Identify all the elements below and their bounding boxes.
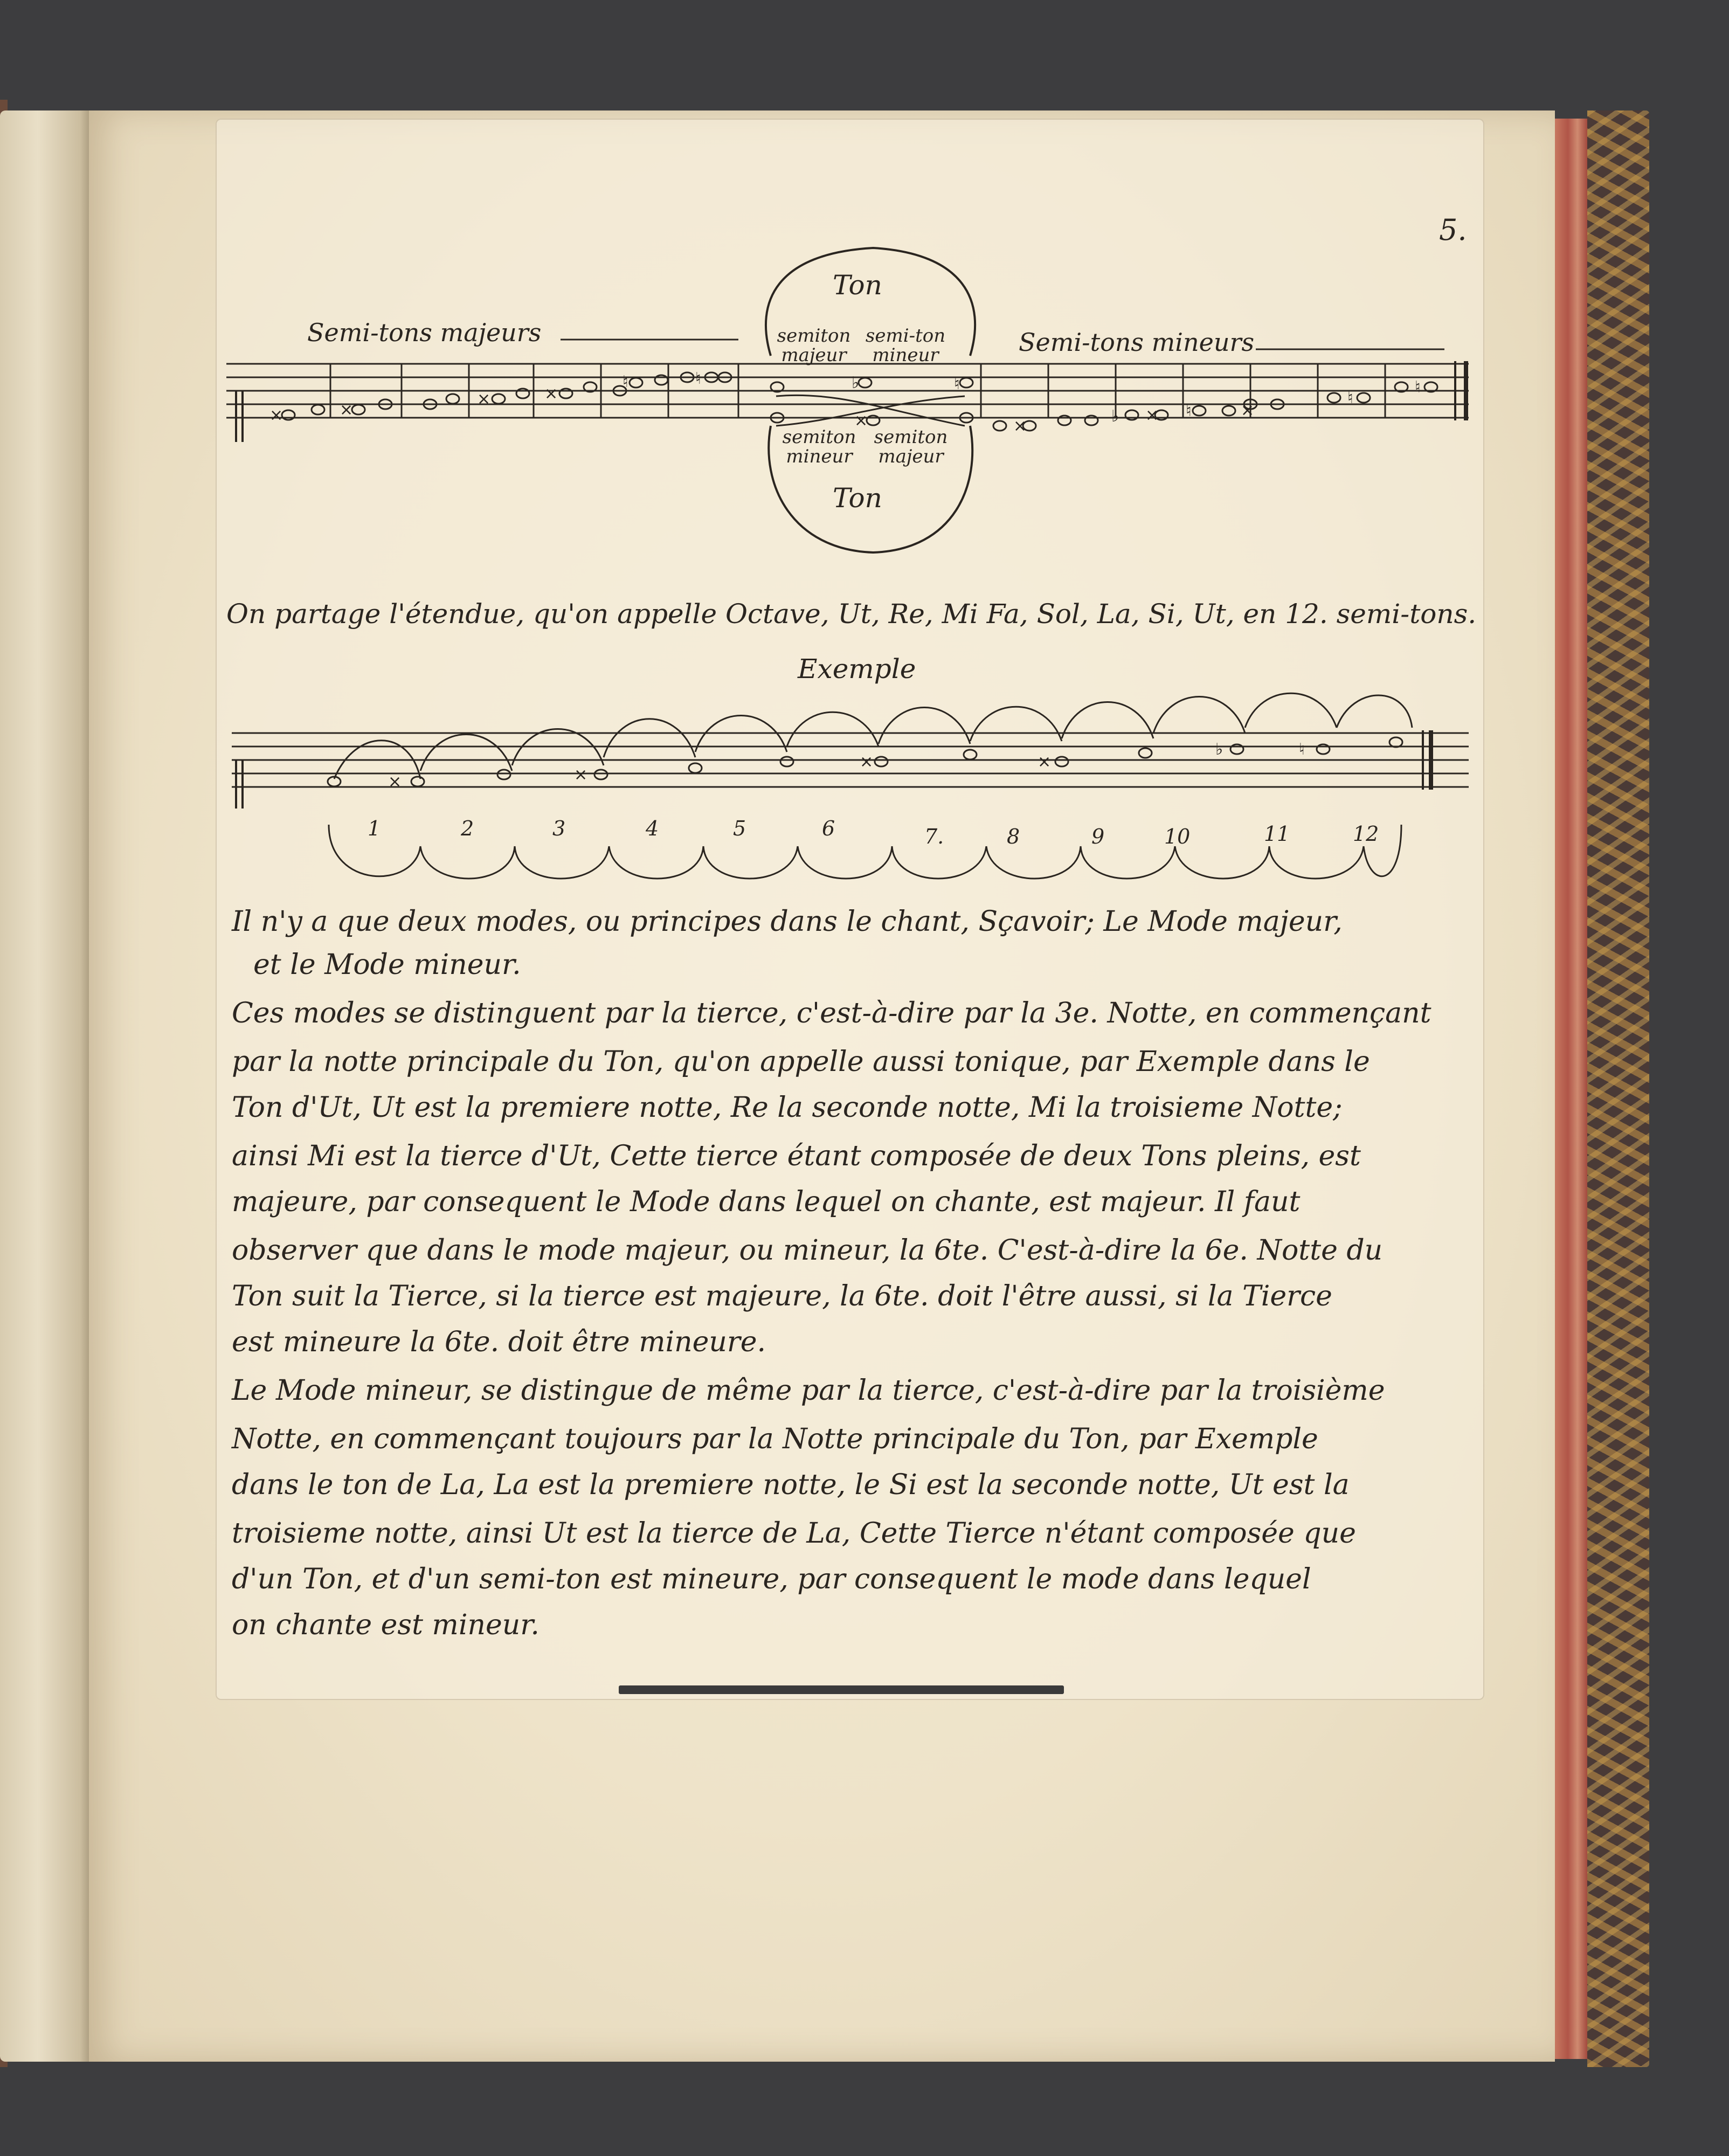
svg-text:×: × [340,400,354,419]
svg-text:×: × [477,390,491,409]
svg-text:×: × [860,752,874,771]
semitone-number: 7. [924,825,944,848]
semitone-number: 4 [646,817,659,840]
svg-text:×: × [269,406,283,425]
svg-text:♮: ♮ [954,375,960,393]
svg-text:♮: ♮ [1415,378,1421,397]
body-line: Notte, en commençant toujours par la Notte principale du Ton, par Exemple [232,1423,1318,1455]
svg-text:♮: ♮ [1347,389,1353,407]
svg-text:×: × [1241,401,1255,420]
body-line: observer que dans le mode majeur, ou mineur, la 6te. C'est-à-dire la 6e. Notte du [232,1234,1383,1267]
semitone-number: 10 [1164,825,1191,848]
svg-text:♭: ♭ [852,374,860,392]
semitone-number: 9 [1091,825,1105,848]
svg-text:×: × [1038,752,1052,771]
closing-rule [619,1685,1064,1694]
svg-text:♮: ♮ [623,372,628,391]
semitons-mineurs-label: Semi-tons mineurs [1019,328,1255,357]
semitone-number: 5 [733,817,746,840]
svg-text:×: × [574,765,588,784]
svg-text:×: × [388,772,402,791]
body-line: majeure, par consequent le Mode dans lequel on chante, est majeur. Il faut [232,1186,1301,1218]
exemple-label: Exemple [798,653,916,685]
semiton-majeur-bottom-label: semiton majeur [874,426,948,467]
semitone-number: 12 [1353,822,1379,846]
semitone-number: 6 [822,817,835,840]
ton-top-label: Ton [833,270,882,301]
intro-line: On partage l'étendue, qu'on appelle Octave, Ut, Re, Mi Fa, Sol, La, Si, Ut, en 12. semi-tons. [226,598,1477,630]
semitons-majeurs-label: Semi-tons majeurs [307,318,542,347]
semitone-number: 3 [552,817,566,840]
body-line: Ton d'Ut, Ut est la premiere notte, Re la seconde notte, Mi la troisieme Notte; [232,1091,1343,1124]
body-line: d'un Ton, et d'un semi-ton est mineure, par consequent le mode dans lequel [232,1563,1311,1595]
body-line: ainsi Mi est la tierce d'Ut, Cette tierce étant composée de deux Tons pleins, est [232,1140,1361,1172]
page-number: 5. [1439,213,1467,247]
svg-text:♭: ♭ [1111,407,1119,426]
semitone-number: 1 [368,817,381,840]
body-line: dans le ton de La, La est la premiere notte, le Si est la seconde notte, Ut est la [232,1469,1350,1501]
svg-text:♮: ♮ [695,369,701,388]
body-line: et le Mode mineur. [253,949,521,981]
body-line: on chante est mineur. [232,1609,540,1641]
body-line: par la notte principale du Ton, qu'on appelle aussi tonique, par Exemple dans le [232,1046,1370,1078]
semiton-majeur-top-label: semiton majeur [777,325,851,366]
semitone-number: 2 [461,817,474,840]
body-line: est mineure la 6te. doit être mineure. [232,1326,766,1358]
svg-text:♮: ♮ [1186,402,1192,420]
body-line: Il n'y a que deux modes, ou principes dans le chant, Sçavoir; Le Mode majeur, [232,906,1343,938]
ton-bottom-label: Ton [833,482,882,514]
semitone-number: 11 [1264,822,1290,846]
svg-text:×: × [544,384,558,403]
svg-text:×: × [1013,417,1027,436]
body-line: Ton suit la Tierce, si la tierce est majeure, la 6te. doit l'être aussi, si la Tierce [232,1280,1332,1312]
svg-text:×: × [854,411,868,430]
semiton-mineur-top-label: semi-ton mineur [865,325,946,366]
svg-text:×: × [1145,406,1159,425]
svg-text:♭: ♭ [1215,740,1223,759]
body-line: troisieme notte, ainsi Ut est la tierce de La, Cette Tierce n'étant composée que [232,1517,1356,1550]
body-line: Le Mode mineur, se distingue de même par la tierce, c'est-à-dire par la troisième [232,1374,1385,1407]
svg-text:♮: ♮ [1299,740,1305,759]
semitone-number: 8 [1007,825,1020,848]
body-line: Ces modes se distinguent par la tierce, c'est-à-dire par la 3e. Notte, en commençant [232,997,1431,1029]
semiton-mineur-bottom-label: semiton mineur [782,426,856,467]
